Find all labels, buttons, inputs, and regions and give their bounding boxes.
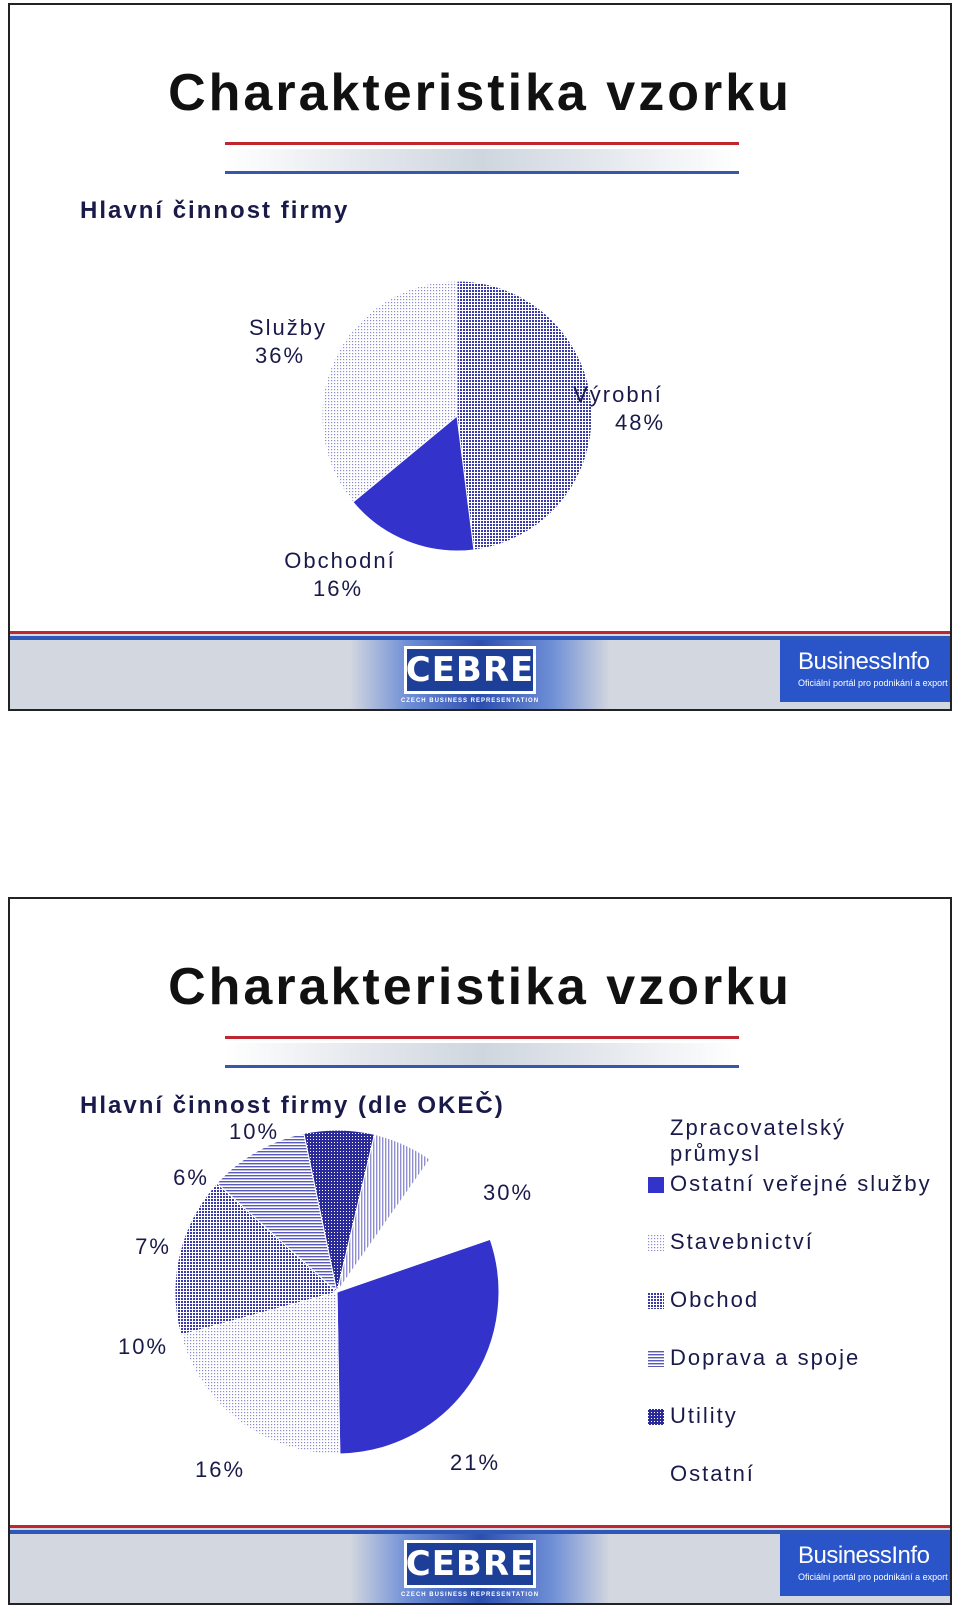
pct-label-ostatni-verejne: 21% (449, 1450, 501, 1475)
legend-label: Utility (670, 1403, 738, 1428)
legend-swatch (648, 1293, 664, 1309)
cebre-logo (350, 640, 610, 709)
pct-label-stavebnictvi: 16% (194, 1457, 246, 1482)
businessinfo-logo-text: BusinessInfo (798, 648, 930, 675)
legend-label: Obchod (670, 1287, 760, 1312)
businessinfo-tagline: Oficiální portál pro podnikání a export (798, 678, 948, 688)
pct-label-doprava: 7% (135, 1234, 171, 1259)
pct-label-utility: 6% (173, 1165, 209, 1190)
slide-2 (8, 897, 952, 1605)
chart-subtitle: Hlavní činnost firmy (80, 197, 350, 224)
businessinfo-logo (780, 640, 952, 702)
cebre-logo (350, 1534, 610, 1603)
label-vyrobni-pct: 48% (614, 410, 666, 435)
businessinfo-tagline: Oficiální portál pro podnikání a export (798, 1572, 948, 1582)
legend-label: Ostatní (670, 1461, 755, 1486)
legend-swatch (648, 1409, 664, 1425)
slide-footer (10, 631, 950, 709)
businessinfo-logo-text: BusinessInfo (798, 1542, 930, 1569)
cebre-logo-text: CEBRE (405, 1544, 535, 1584)
label-vyrobni-name: Výrobní (573, 382, 663, 407)
legend-swatch (648, 1235, 664, 1251)
legend-label: Stavebnictví (670, 1229, 814, 1254)
label-sluzby-pct: 36% (254, 343, 306, 368)
pct-label-zpracovatelsky: 30% (482, 1180, 534, 1205)
pct-label-ostatni: 10% (228, 1119, 280, 1144)
pie-slice-vyrobni (457, 281, 592, 550)
slide-title: Charakteristika vzorku (168, 958, 792, 1016)
slide-footer (10, 1525, 950, 1603)
cebre-tagline: CZECH BUSINESS REPRESENTATION (400, 698, 540, 704)
label-obchodni-name: Obchodní (284, 548, 396, 573)
legend-label: Doprava a spoje (670, 1345, 861, 1370)
pie-chart-main-activity (10, 5, 950, 625)
cebre-logo-text: CEBRE (405, 650, 535, 690)
businessinfo-logo (780, 1534, 952, 1596)
label-obchodni-pct: 16% (312, 576, 364, 601)
legend-label: Ostatní veřejné služby (670, 1171, 932, 1196)
pie-chart-okec (10, 899, 650, 1519)
slide-1 (8, 3, 952, 711)
legend-label: Zpracovatelský průmysl (670, 1115, 846, 1166)
legend-swatch (648, 1351, 664, 1367)
slide-title: Charakteristika vzorku (168, 64, 792, 122)
label-sluzby-name: Služby (248, 315, 328, 340)
chart-subtitle: Hlavní činnost firmy (dle OKEČ) (80, 1092, 505, 1119)
cebre-tagline: CZECH BUSINESS REPRESENTATION (400, 1592, 540, 1598)
legend-swatch (648, 1177, 664, 1193)
pct-label-obchod: 10% (117, 1334, 169, 1359)
